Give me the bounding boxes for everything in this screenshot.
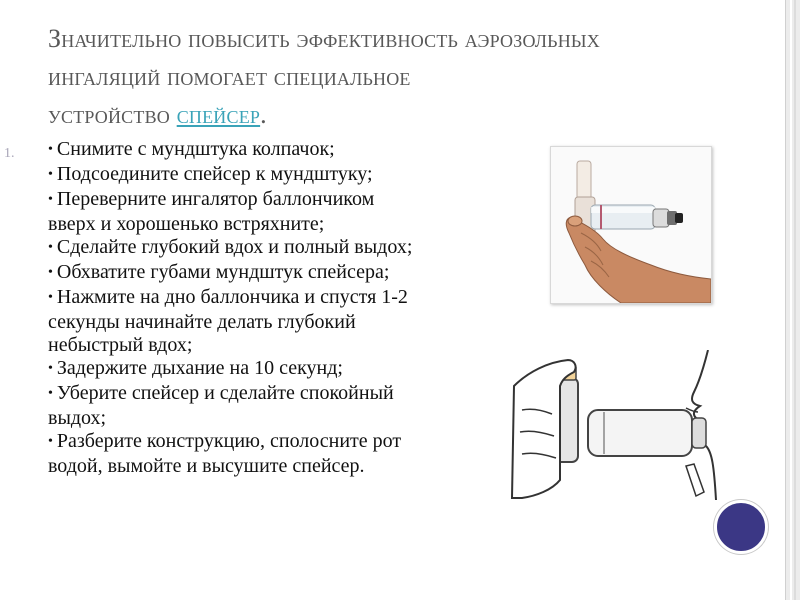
list-item: • Обхватите губами мундштук спейсера; (48, 261, 390, 283)
bullet-icon: • (48, 265, 53, 280)
spacer-usage-illustration (508, 350, 760, 500)
list-item: • Задержите дыхание на 10 секунд; (48, 357, 343, 379)
instruction-list (48, 138, 518, 478)
slide-title (48, 20, 748, 134)
list-item: • Нажмите на дно баллончика и спустя 1-2 (48, 286, 408, 308)
list-item-continuation: секунды начинайте делать глубокий (48, 311, 356, 333)
spacer-usage-graphic (508, 350, 760, 500)
title-line-1: Значительно повысить эффективность аэрозольных (48, 24, 601, 53)
bullet-icon: • (48, 434, 53, 449)
title-line-3 (48, 96, 748, 134)
list-item-continuation: небыстрый вдох; (48, 334, 193, 356)
bullet-icon: • (48, 167, 53, 182)
bullet-icon: • (48, 361, 53, 376)
bullet-icon: • (48, 290, 53, 305)
list-item-continuation: вверх и хорошенько встряхните; (48, 213, 325, 235)
bullet-icon: • (48, 240, 53, 255)
right-decorative-border (785, 0, 800, 600)
list-item: • Уберите спейсер и сделайте спокойный (48, 382, 394, 404)
spacer-link[interactable]: спейсер (176, 100, 261, 129)
list-item: • Сделайте глубокий вдох и полный выдох; (48, 236, 413, 258)
outline-number: 1. (4, 146, 15, 161)
list-item: • Разберите конструкцию, сполосните рот (48, 430, 402, 452)
list-item: • Снимите с мундштука колпачок; (48, 138, 335, 160)
bullet-icon: • (48, 142, 53, 157)
title-line-3-prefix: устройство (48, 100, 177, 129)
title-line-2: ингаляций помогает специальное (48, 62, 411, 91)
list-item-continuation: водой, вымойте и высушите спейсер. (48, 455, 365, 477)
slide-nav-button[interactable] (714, 500, 768, 554)
list-item-continuation: выдох; (48, 407, 107, 429)
bullet-icon: • (48, 192, 53, 207)
bullet-icon: • (48, 386, 53, 401)
list-item: • Переверните ингалятор баллончиком (48, 188, 375, 210)
title-line-3-suffix: . (260, 100, 267, 129)
inhaler-photo (550, 146, 712, 304)
list-item: • Подсоедините спейсер к мундштуку; (48, 163, 373, 185)
inhaler-photo-graphic (551, 147, 711, 303)
